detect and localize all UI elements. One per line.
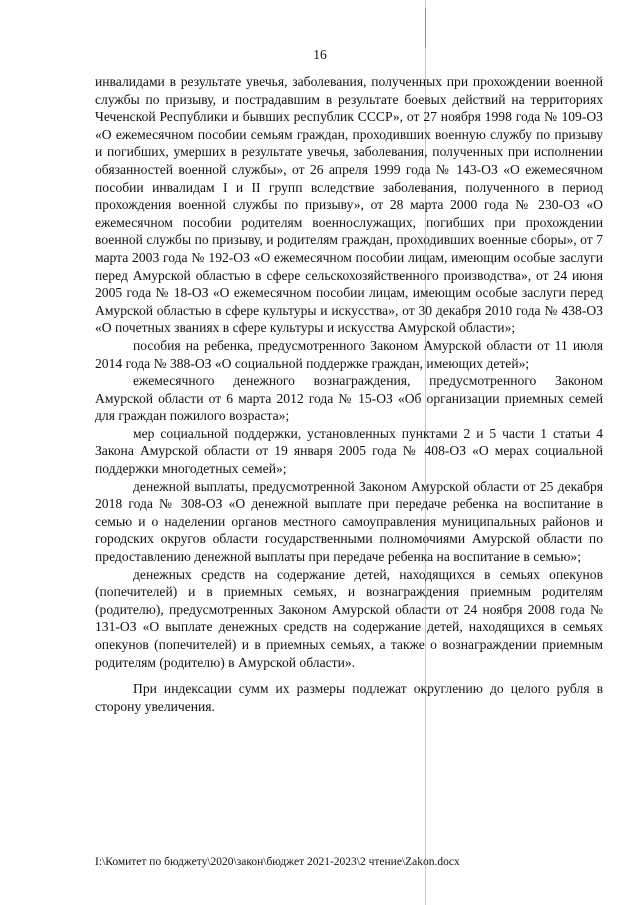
paragraph-child-maintenance: денежных средств на содержание детей, находящихся в семьях опекунов (попечителей) и в приемных семьях, и вознаграждения приемным родителям (родителю), предусмотренных Законом Амурской области от 24 ноября 2008 года № 131-ОЗ «О выплате денежных средств на содержание детей, находящихся в семьях опекунов (попечителей) и в приемных семьях, а также о вознаграждении приемным родителям (родителю) в Амурской области». — [95, 566, 603, 670]
paragraph-continuation: инвалидами в результате увечья, заболевания, полученных при прохождении военной службы по призыву, и пострадавшим в результате боевых действий на территориях Чеченской Республики и бывших республик СССР», от 27 ноября 1998 года № 109-ОЗ «О ежемесячном пособии семьям граждан, проходивших военную службу по призыву и погибших, умерших в результате увечья, заболевания, полученных при исполнении обязанностей военной службы», от 26 апреля 1999 года № 143-ОЗ «О ежемесячном пособии инвалидам I и II групп вследствие заболевания, полученного в период прохождения военной службы по призыву», от 28 марта 2000 года № 230-ОЗ «О ежемесячном пособии родителям военнослужащих, погибших при прохождении военной службы по призыву, и родителям граждан, проходивших военные сборы», от 7 марта 2003 года № 192-ОЗ «О ежемесячном пособии лицам, имеющим особые заслуги перед Амурской областью в сфере сельскохозяйственного производства», от 24 июня 2005 года № 18-ОЗ «О ежемесячном пособии лицам, имеющим особые заслуги перед Амурской областью в сфере культуры и искусства», от 30 декабря 2010 года № 438-ОЗ «О почетных званиях в сфере культуры и искусства Амурской области»; — [95, 74, 603, 336]
paragraph-child-benefit: пособия на ребенка, предусмотренного Законом Амурской области от 11 июля 2014 года № 388-ОЗ «О социальной поддержке граждан, имеющих детей»; — [95, 337, 603, 371]
paragraph-cash-payment: денежной выплаты, предусмотренной Законом Амурской области от 25 декабря 2018 года № 308-ОЗ «О денежной выплате при передаче ребенка на воспитание в семью и о наделении органов местного самоуправления муниципальных районов и городских округов области государственными полномочиями Амурской области по предоставлению денежной выплаты при передаче ребенка на воспитание в семью»; — [95, 478, 603, 565]
scan-mark — [425, 8, 426, 48]
paragraph-indexation: При индексации сумм их размеры подлежат округлению до целого рубля в сторону увеличения. — [95, 681, 603, 714]
page-number: 16 — [313, 47, 327, 62]
footer-file-path: I:\Комитет по бюджету\2020\закон\бюджет 2021-2023\2 чтение\Zakon.docx — [95, 856, 460, 868]
document-body — [95, 73, 603, 715]
paragraph-monthly-reward: ежемесячного денежного вознаграждения, предусмотренного Законом Амурской области от 6 марта 2012 года № 15-ОЗ «Об организации приемных семей для граждан пожилого возраста»; — [95, 373, 603, 424]
paragraph-large-families: мер социальной поддержки, установленных пунктами 2 и 5 части 1 статьи 4 Закона Амурской области от 19 января 2005 года № 408-ОЗ «О мерах социальной поддержки многодетных семей»; — [95, 425, 603, 477]
